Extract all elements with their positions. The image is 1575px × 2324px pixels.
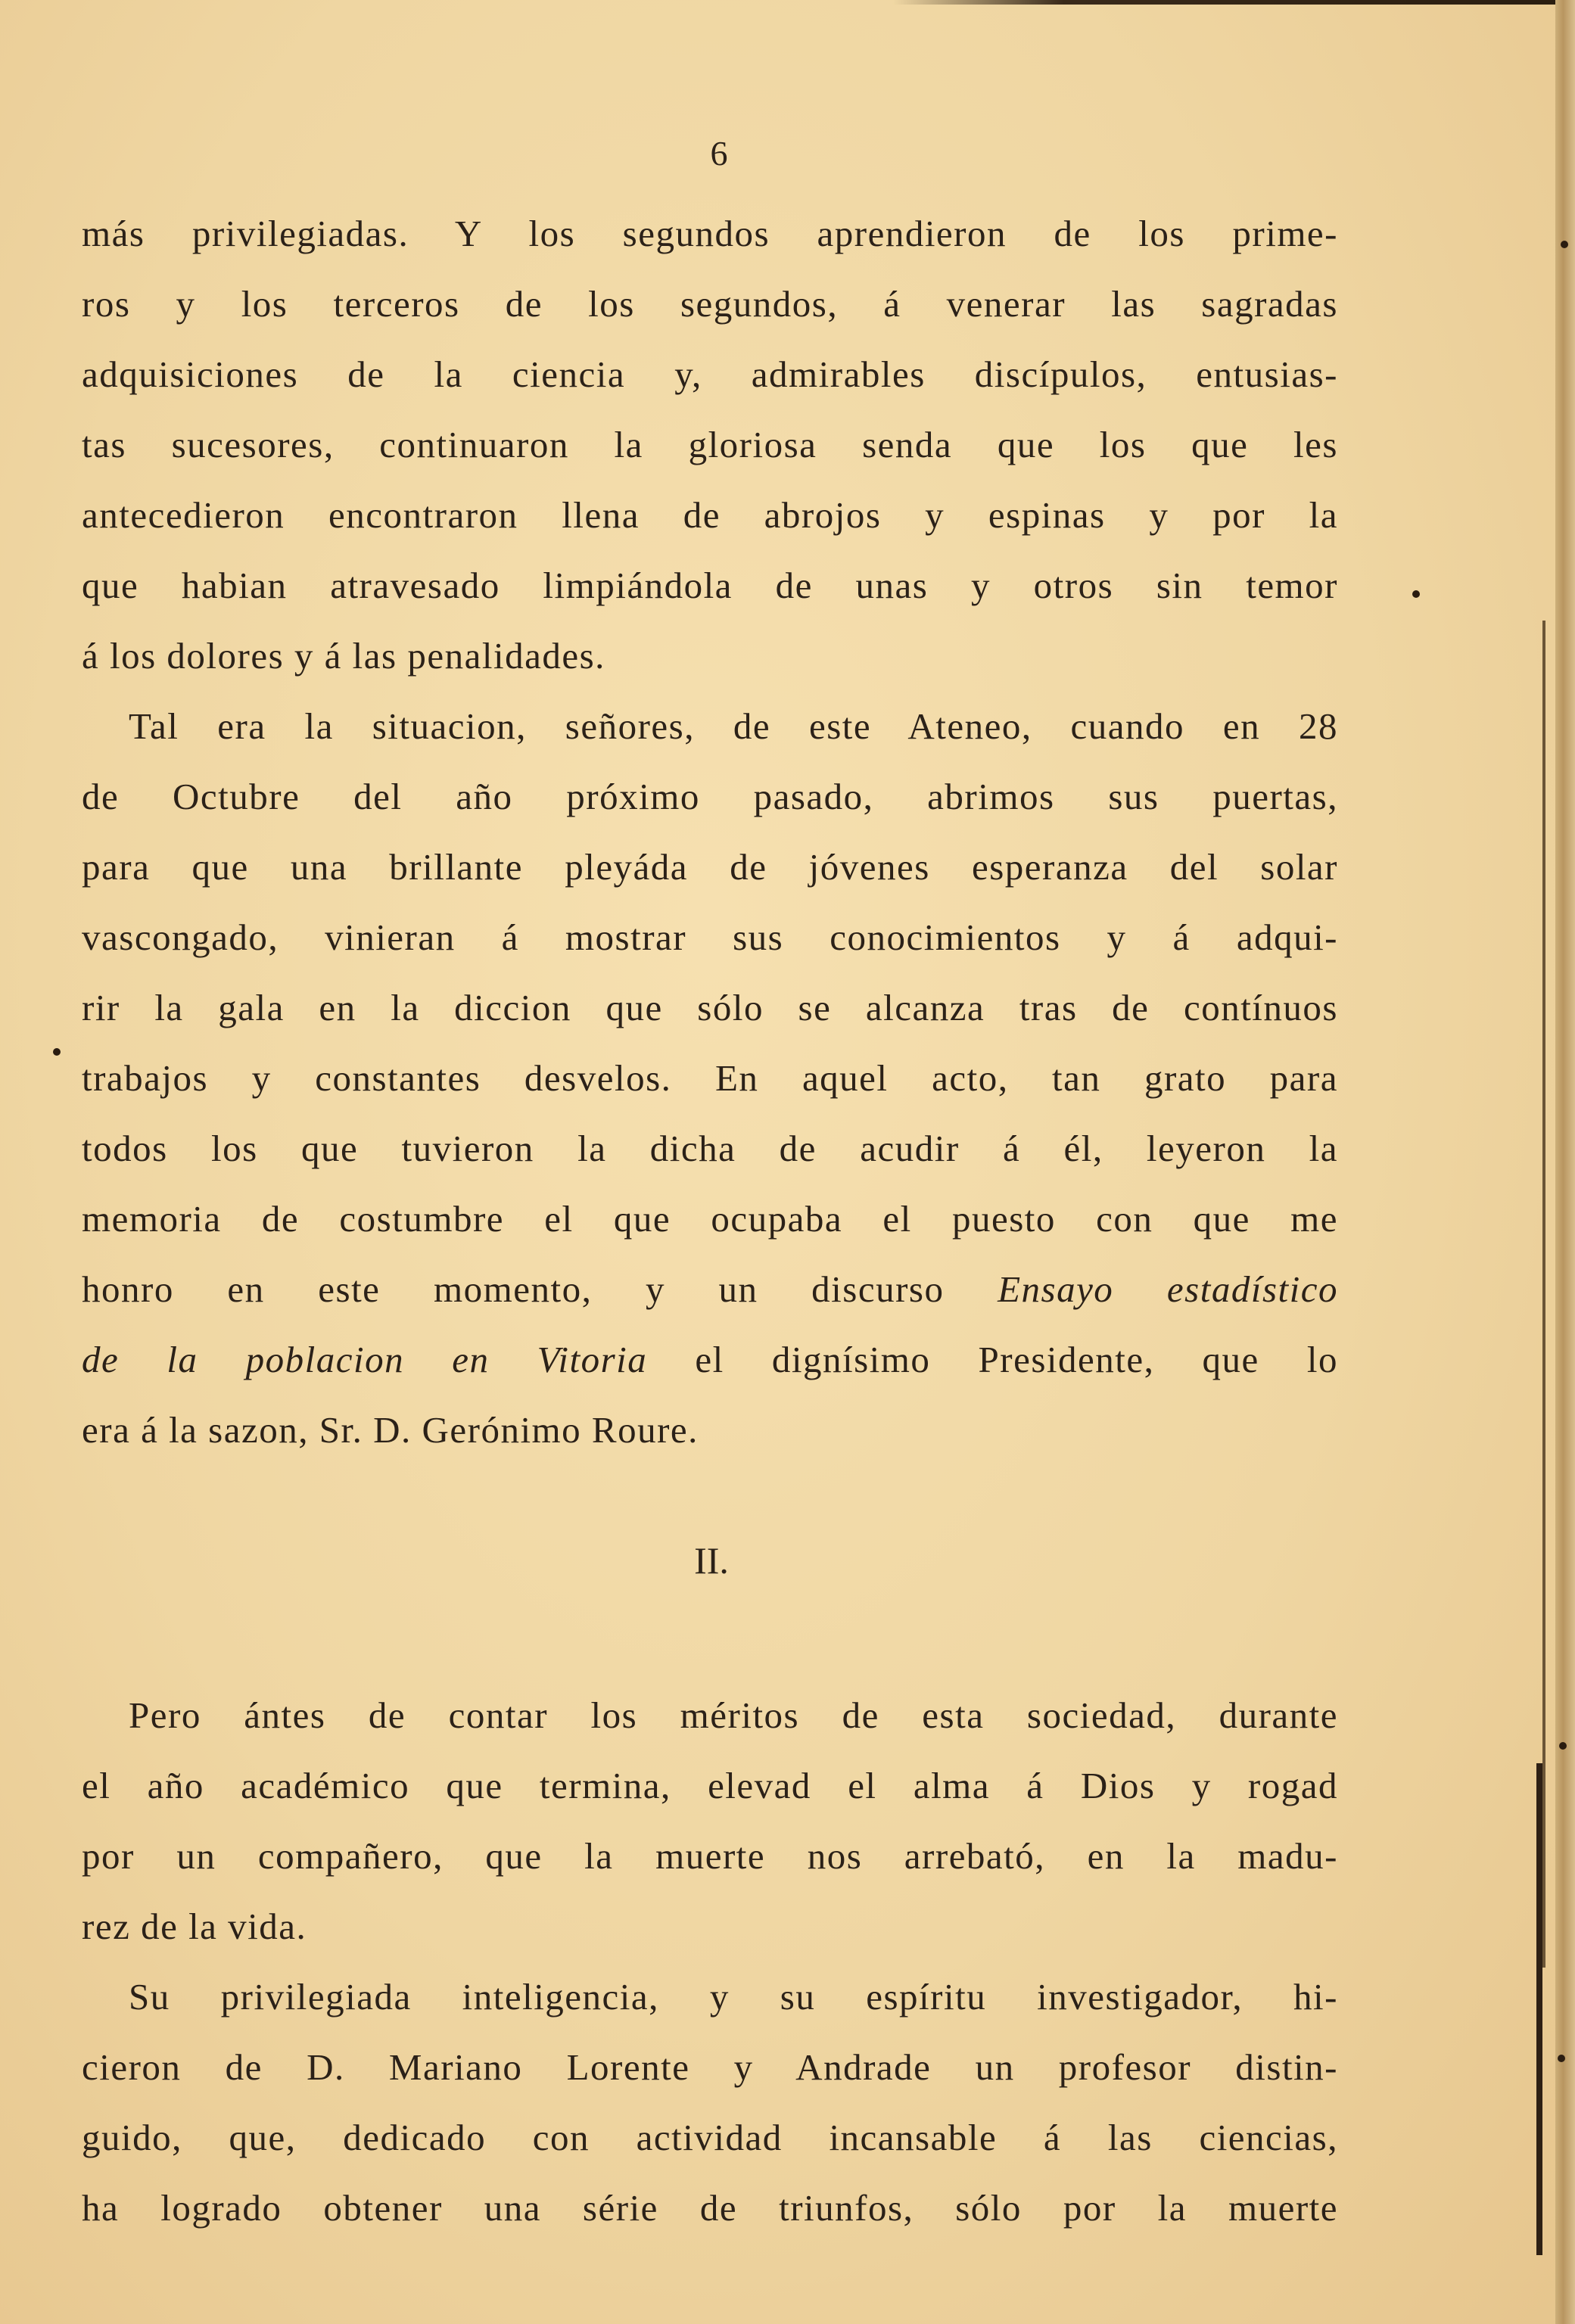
ink-speck	[1561, 241, 1568, 248]
text-line: el año académico que termina, elevad el alma á Dios y rogad	[82, 1765, 1338, 1806]
text-line: Pero ántes de contar los méritos de esta sociedad, durante	[129, 1694, 1338, 1736]
text-line: Tal era la situacion, señores, de este Ateneo, cuando en 28	[129, 705, 1338, 747]
text-line	[82, 1324, 1338, 1395]
text-line: trabajos y constantes desvelos. En aquel acto, tan grato para	[82, 1057, 1338, 1099]
text-line: adquisiciones de la ciencia y, admirables discípulos, entusias-	[82, 353, 1338, 395]
text-line: á los dolores y á las penalidades.	[82, 635, 605, 677]
text-line: ha logrado obtener una série de triunfos, sólo por la muerte	[82, 2187, 1338, 2229]
text-line: cieron de D. Mariano Lorente y Andrade un profesor distin-	[82, 2046, 1338, 2088]
page-fold-line	[1542, 621, 1545, 1968]
section-heading: II.	[694, 1539, 729, 1582]
text-line: por un compañero, que la muerte nos arrebató, en la madu-	[82, 1835, 1338, 1877]
text-line: más privilegiadas. Y los segundos aprendieron de los prime-	[82, 213, 1338, 254]
page-edge-shadow	[1536, 1763, 1542, 2255]
text-segment: el dignísimo Presidente, que lo	[695, 1339, 1338, 1380]
page-number: 6	[710, 134, 728, 173]
text-line: rir la gala en la diccion que sólo se alcanza tras de contínuos	[82, 987, 1338, 1028]
text-line: vascongado, vinieran á mostrar sus conocimientos y á adqui-	[82, 916, 1338, 958]
italic-title: Ensayo estadístico	[998, 1268, 1338, 1310]
text-line: tas sucesores, continuaron la gloriosa senda que los que les	[82, 424, 1338, 465]
ink-speck	[1559, 1742, 1567, 1750]
page-right-edge	[1555, 0, 1575, 2324]
text-line: antecedieron encontraron llena de abrojos y espinas y por la	[82, 494, 1338, 536]
body-text-bottom	[82, 1680, 1338, 2243]
text-segment: honro en este momento, y un discurso	[82, 1268, 945, 1310]
top-edge-rule	[893, 0, 1575, 5]
text-line: que habian atravesado limpiándola de unas y otros sin temor	[82, 565, 1338, 606]
text-line: para que una brillante pleyáda de jóvenes esperanza del solar	[82, 846, 1338, 888]
text-line: memoria de costumbre el que ocupaba el puesto con que me	[82, 1198, 1338, 1240]
italic-title: de la poblacion en Vitoria	[82, 1339, 648, 1380]
text-line: era á la sazon, Sr. D. Gerónimo Roure.	[82, 1409, 699, 1451]
text-line: rez de la vida.	[82, 1906, 307, 1947]
text-line: todos los que tuvieron la dicha de acudir á él, leyeron la	[82, 1128, 1338, 1169]
text-line: Su privilegiada inteligencia, y su espíritu investigador, hi-	[129, 1976, 1338, 2018]
text-line	[82, 1254, 1338, 1324]
ink-speck	[53, 1048, 61, 1056]
body-text-top	[82, 198, 1338, 1465]
ink-speck	[1558, 2055, 1565, 2062]
text-line: guido, que, dedicado con actividad incansable á las ciencias,	[82, 2117, 1338, 2158]
text-line: ros y los terceros de los segundos, á venerar las sagradas	[82, 283, 1338, 325]
text-line: de Octubre del año próximo pasado, abrimos sus puertas,	[82, 776, 1338, 817]
ink-speck	[1412, 590, 1420, 598]
